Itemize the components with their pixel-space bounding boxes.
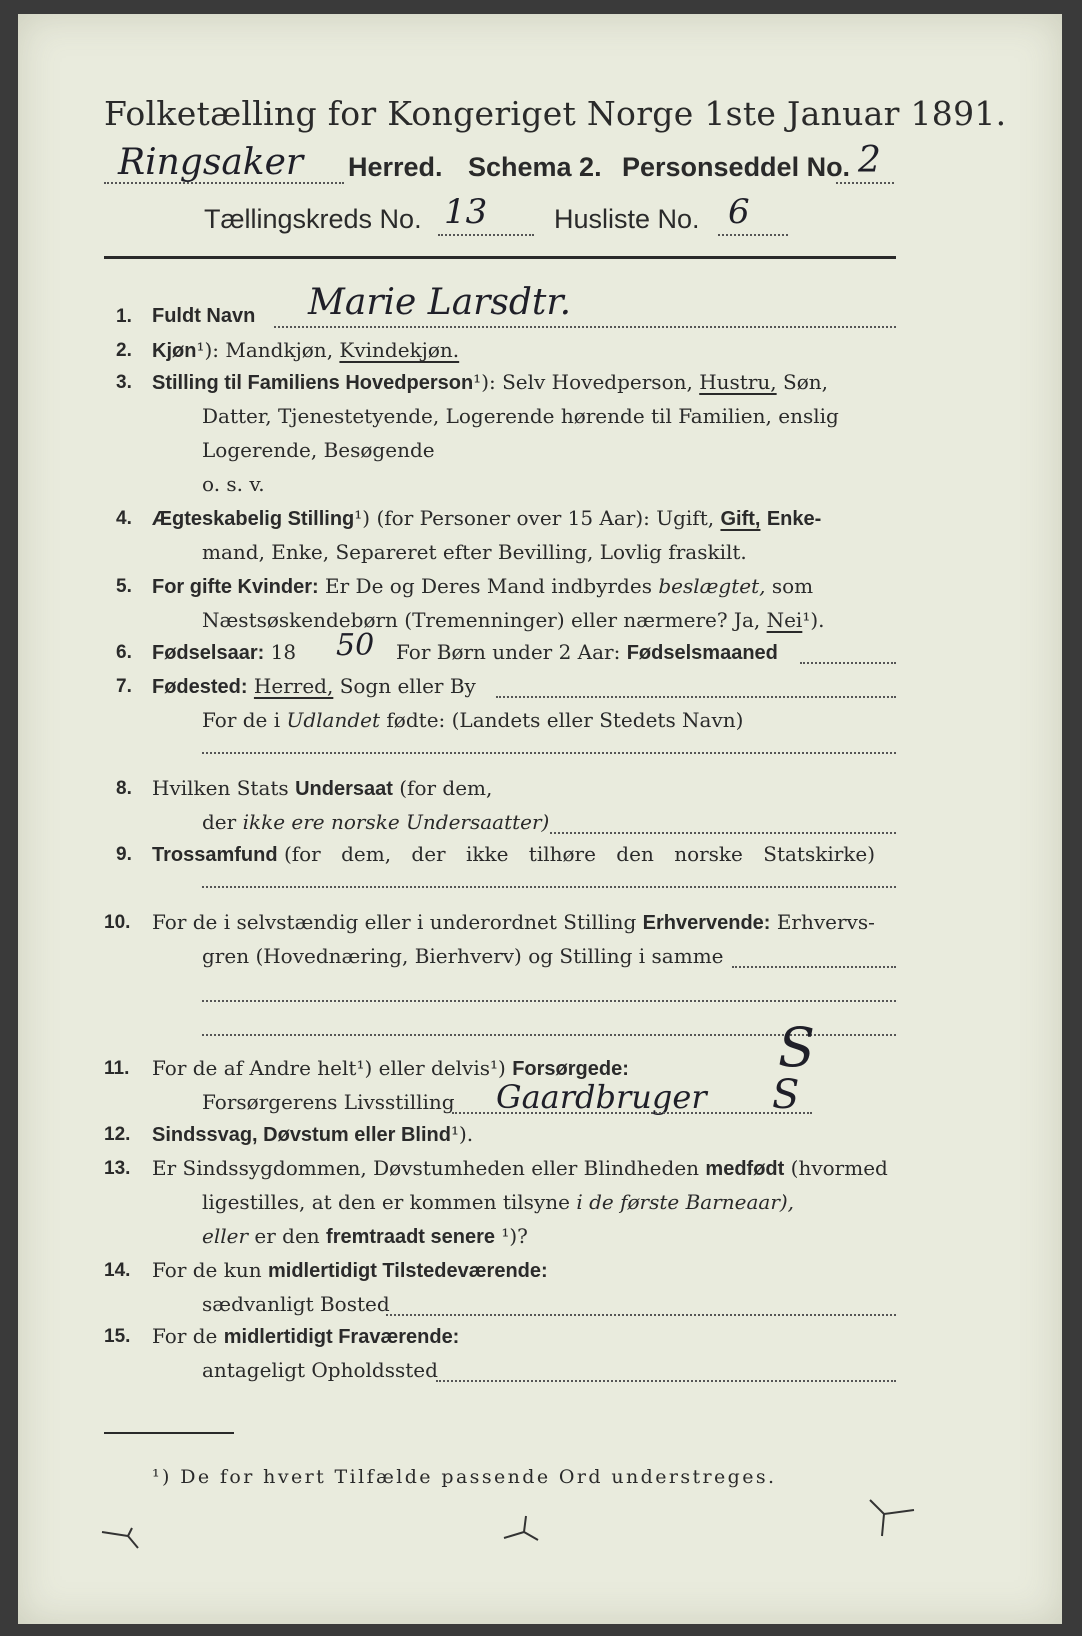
kreds-dots — [438, 234, 534, 236]
q14-line2: sædvanligt Bosted — [202, 1292, 390, 1316]
q4-line1: (for Personer over 15 Aar): Ugift, — [376, 506, 715, 530]
q3-line4: o. s. v. — [202, 472, 265, 496]
q8-line1-end: (for dem, — [399, 776, 493, 800]
q14-line1: For de kun — [152, 1258, 262, 1282]
husliste-label: Husliste No. — [554, 204, 700, 234]
q1-label: Fuldt Navn — [152, 305, 256, 327]
q7-dots-2 — [202, 752, 896, 754]
q3-label: Stilling til Familiens Hovedperson — [152, 372, 474, 394]
q5-line2: Næstsøskendebørn (Tremenninger) eller nærmere? Ja, — [202, 608, 761, 632]
footnote: ¹) De for hvert Tilfælde passende Ord understreges. — [152, 1466, 777, 1488]
q4-option-married: Gift, — [720, 508, 761, 530]
q13-number: 13. — [104, 1158, 131, 1179]
q8-number: 8. — [116, 778, 132, 799]
q6-number: 6. — [116, 642, 132, 663]
personseddel-label: Personseddel No. — [622, 152, 851, 182]
personseddel-dots — [836, 182, 894, 184]
q11-line1: For de af Andre helt — [152, 1056, 357, 1080]
q8-label: Undersaat — [295, 778, 393, 800]
q5-sup: ¹). — [802, 608, 825, 632]
q11-sup2: ¹) — [490, 1056, 506, 1080]
q5-line1-end: som — [771, 574, 814, 598]
q8-not-norwegian: ikke ere norske Undersaatter) — [242, 810, 550, 834]
header-rule — [104, 256, 896, 259]
q12-sup: ¹). — [450, 1122, 474, 1146]
q10-line1-end: Erhvervs- — [776, 910, 875, 934]
q3-option-wife: Hustru, — [699, 370, 777, 394]
q3-number: 3. — [116, 372, 132, 393]
husliste-dots — [718, 234, 788, 236]
q12-number: 12. — [104, 1124, 131, 1145]
q3-line2: Datter, Tjenestetyende, Logerende hørende til Familien, enslig — [202, 404, 839, 428]
q13-or: eller — [202, 1224, 249, 1248]
q5-label: For gifte Kvinder: — [152, 576, 319, 598]
q9-dots — [202, 886, 896, 888]
q5-related: beslægtet, — [658, 574, 766, 598]
q5-line1: Er De og Deres Mand indbyrdes — [325, 574, 652, 598]
q6-label: Fødselsaar: — [152, 642, 265, 664]
q6-birth-month: Fødselsmaaned — [626, 642, 778, 664]
q13-line1: Er Sindssygdommen, Døvstumheden eller Blindheden — [152, 1156, 700, 1180]
q11-line1-b: eller delvis — [378, 1056, 491, 1080]
q15-label: midlertidigt Fraværende: — [223, 1326, 460, 1348]
q15-line1: For de — [152, 1324, 218, 1348]
q4-option-widower: Enke- — [766, 508, 822, 530]
q2-number: 2. — [116, 340, 132, 361]
q2-label: Kjøn — [152, 340, 197, 362]
q9-label: Trossamfund — [152, 844, 278, 866]
q4-label: Ægteskabelig Stilling — [152, 508, 355, 530]
q6-dots — [800, 662, 896, 664]
q13-label: medfødt — [705, 1158, 785, 1180]
q4-number: 4. — [116, 508, 132, 529]
q12-label: Sindssvag, Døvstum eller Blind — [152, 1124, 451, 1146]
footnote-rule — [104, 1432, 234, 1434]
q14-number: 14. — [104, 1260, 131, 1281]
q7-label: Fødested: — [152, 676, 248, 698]
q3-line3: Logerende, Besøgende — [202, 438, 435, 462]
q1-answer-name: Marie Larsdtr. — [308, 282, 572, 323]
q6-children: For Børn under 2 Aar: — [396, 640, 621, 664]
q8-line1: Hvilken Stats — [152, 776, 289, 800]
q10-label: Erhvervende: — [642, 912, 771, 934]
q13-line2: ligestilles, at den er kommen tilsyne — [202, 1190, 570, 1214]
q8-dots — [550, 832, 896, 834]
schema-label: Schema 2. — [468, 152, 602, 182]
q7-options: Sogn eller By — [339, 674, 476, 698]
q2-sup: ¹): — [196, 338, 219, 362]
q7-line2-end: fødte: (Landets eller Stedets Navn) — [386, 708, 744, 732]
q4-sup: ¹) — [354, 506, 371, 530]
q15-line2: antageligt Opholdssted — [202, 1358, 438, 1382]
q3-option-son: Søn, — [783, 370, 828, 394]
herred-name: Ringsaker — [118, 142, 304, 183]
q2-option-female: Kvindekjøn. — [339, 338, 460, 362]
q14-dots — [386, 1314, 896, 1316]
q10-line2: gren (Hovednæring, Bierhverv) og Stilling i samme — [202, 944, 724, 968]
q10-dots-2 — [202, 1000, 896, 1002]
corner-mark-left — [98, 1514, 158, 1554]
herred-dots — [104, 182, 344, 184]
q6-century: 18 — [270, 640, 297, 664]
herred-label: Herred. — [348, 152, 443, 182]
q1-dots — [274, 326, 896, 328]
q8-line2: der — [202, 810, 237, 834]
q10-dots — [732, 966, 896, 968]
kreds-label: Tællingskreds No. — [204, 204, 422, 234]
q7-dots — [496, 696, 896, 698]
q2-option-male: Mandkjøn, — [225, 338, 334, 362]
q3-option-head: Selv Hovedperson, — [502, 370, 693, 394]
q5-number: 5. — [116, 576, 132, 597]
q11-label: Forsørgede: — [512, 1058, 629, 1080]
q15-number: 15. — [104, 1326, 131, 1347]
corner-mark-right — [864, 1494, 924, 1544]
q10-number: 10. — [104, 912, 131, 933]
q13-later: fremtraadt senere — [326, 1226, 495, 1248]
q11-line2: Forsørgerens Livsstilling — [202, 1090, 455, 1114]
q11-mark2: S — [772, 1072, 800, 1118]
q13-sup: ¹)? — [501, 1224, 528, 1248]
q5-option-no: Nei — [766, 608, 803, 632]
census-form-sheet — [18, 14, 1062, 1624]
form-title: Folketælling for Kongeriget Norge 1ste Januar 1891. — [104, 94, 1007, 133]
q11-sup1: ¹) — [356, 1056, 373, 1080]
q4-line2: mand, Enke, Separeret efter Bevilling, Lovlig fraskilt. — [202, 540, 747, 564]
q6-year: 50 — [336, 628, 375, 663]
q10-line1: For de i selvstændig eller i underordnet Stilling — [152, 910, 637, 934]
q11-number: 11. — [104, 1058, 130, 1079]
q11-dots — [452, 1112, 812, 1114]
q3-sup: ¹): — [473, 370, 496, 394]
q7-abroad: Udlandet — [286, 708, 381, 732]
q15-dots — [436, 1380, 896, 1382]
husliste-no: 6 — [728, 192, 750, 232]
q13-line3: er den — [254, 1224, 320, 1248]
q13-line1-end: (hvormed — [790, 1156, 888, 1180]
q9-rest: (for dem, der ikke tilhøre den norske Statskirke) — [283, 842, 876, 866]
q7-line2: For de i — [202, 708, 281, 732]
q11-answer-occupation: Gaardbruger — [496, 1078, 707, 1116]
q11-mark: S — [778, 1016, 815, 1079]
q7-number: 7. — [116, 676, 132, 697]
q1-number: 1. — [116, 306, 132, 327]
personseddel-no: 2 — [858, 140, 881, 181]
q14-label: midlertidigt Tilstedeværende: — [267, 1260, 548, 1282]
kreds-no: 13 — [444, 192, 488, 232]
q9-number: 9. — [116, 844, 132, 865]
q7-option-herred: Herred, — [253, 674, 334, 698]
q13-childhood: i de første Barneaar), — [576, 1190, 795, 1214]
corner-mark-center — [498, 1508, 548, 1548]
